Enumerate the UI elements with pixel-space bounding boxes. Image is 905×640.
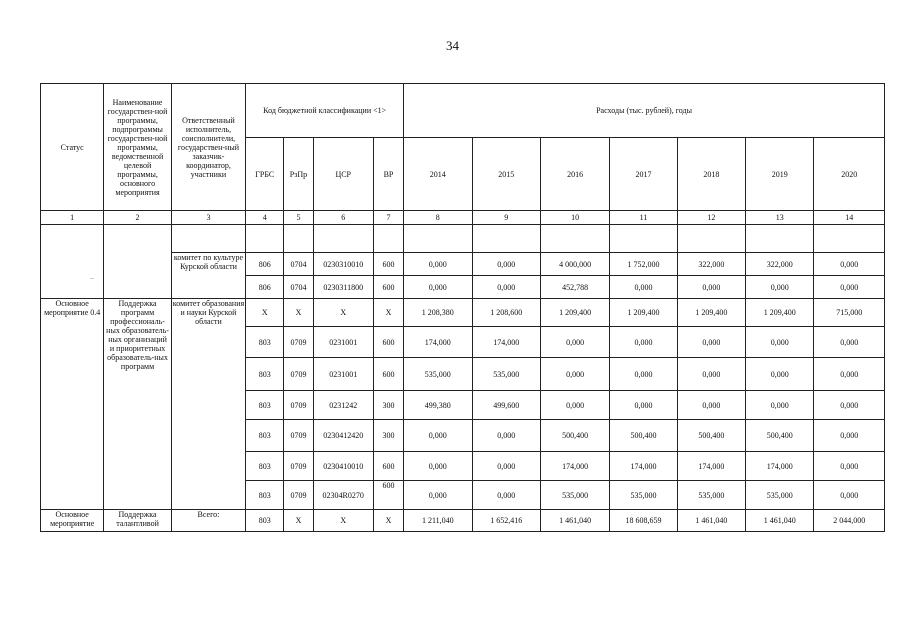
value-cell: 1 211,040 (404, 510, 472, 532)
header-expenses: Расходы (тыс. рублей), годы (404, 84, 885, 138)
value-cell: 452,788 (540, 276, 609, 299)
value-cell: 174,000 (472, 327, 540, 358)
value-cell: 0,000 (677, 358, 745, 391)
empty-cell (610, 225, 677, 253)
value-cell: 0,000 (404, 276, 472, 299)
rzpr-cell: 0709 (284, 358, 313, 391)
header-year: 2019 (746, 138, 814, 211)
column-number: 9 (472, 211, 540, 225)
value-cell: 535,000 (472, 358, 540, 391)
value-cell: 0,000 (404, 253, 472, 276)
csr-cell: 02304R0270 (313, 481, 373, 510)
value-cell: 174,000 (540, 452, 609, 481)
vr-cell: 300 (373, 420, 403, 452)
grbs-cell: 803 (246, 481, 284, 510)
value-cell: 1 209,400 (746, 299, 814, 327)
value-cell: 0,000 (746, 327, 814, 358)
value-cell: 0,000 (814, 253, 885, 276)
csr-cell: 0231001 (313, 327, 373, 358)
grbs-cell: 806 (246, 276, 284, 299)
value-cell: 1 209,400 (610, 299, 677, 327)
vr-cell: X (373, 510, 403, 532)
value-cell: 322,000 (746, 253, 814, 276)
grbs-cell: 803 (246, 420, 284, 452)
empty-cell (677, 225, 745, 253)
value-cell: 0,000 (814, 481, 885, 510)
value-cell: 499,600 (472, 391, 540, 420)
vr-cell: 600 (373, 327, 403, 358)
value-cell: 500,400 (677, 420, 745, 452)
value-cell: 0,000 (677, 327, 745, 358)
name-cell: Поддержка талантливой (104, 510, 171, 532)
executor-cell: комитет образования и науки Курской области (171, 299, 245, 510)
empty-cell (404, 225, 472, 253)
empty-cell (284, 225, 313, 253)
value-cell: 0,000 (746, 391, 814, 420)
grbs-cell: 806 (246, 253, 284, 276)
stray-mark: .. (90, 272, 94, 281)
value-cell: 0,000 (404, 452, 472, 481)
vr-cell: 600 (373, 481, 403, 510)
empty-cell (540, 225, 609, 253)
grbs-cell: 803 (246, 358, 284, 391)
vr-cell: 300 (373, 391, 403, 420)
csr-cell: 0230412420 (313, 420, 373, 452)
value-cell: 0,000 (677, 391, 745, 420)
value-cell: 2 044,000 (814, 510, 885, 532)
column-number: 13 (746, 211, 814, 225)
budget-table (40, 83, 885, 532)
header-vr: ВР (373, 138, 403, 211)
header-year: 2015 (472, 138, 540, 211)
empty-cell (746, 225, 814, 253)
value-cell: 0,000 (404, 481, 472, 510)
empty-cell (472, 225, 540, 253)
value-cell: 535,000 (610, 481, 677, 510)
continued-executor-cell (171, 225, 245, 253)
value-cell: 0,000 (814, 391, 885, 420)
value-cell: 0,000 (610, 327, 677, 358)
empty-cell (814, 225, 885, 253)
value-cell: 715,000 (814, 299, 885, 327)
value-cell: 174,000 (610, 452, 677, 481)
header-name: Наименование государствен-ной программы, подпрограммы государствен-ной программы, ведомственной целевой программы, основного мероприятия (104, 84, 171, 211)
value-cell: 0,000 (472, 420, 540, 452)
value-cell: 0,000 (472, 253, 540, 276)
value-cell: 0,000 (746, 358, 814, 391)
rzpr-cell: X (284, 510, 313, 532)
page-number: 34 (446, 38, 459, 53)
column-number: 5 (284, 211, 313, 225)
table-row (41, 225, 885, 253)
value-cell: 1 209,400 (677, 299, 745, 327)
value-cell: 174,000 (746, 452, 814, 481)
column-number: 1 (41, 211, 104, 225)
grbs-cell: 803 (246, 327, 284, 358)
name-cell: Поддержка программ профессиональ-ных образователь-ных организаций и приоритетных образователь-ных программ (104, 299, 171, 510)
header-status: Статус (41, 84, 104, 211)
column-number: 14 (814, 211, 885, 225)
csr-cell: 0230311800 (313, 276, 373, 299)
value-cell: 1 461,040 (540, 510, 609, 532)
value-cell: 0,000 (814, 452, 885, 481)
column-number: 4 (246, 211, 284, 225)
table-row (41, 510, 885, 532)
value-cell: 18 608,659 (610, 510, 677, 532)
value-cell: 0,000 (746, 276, 814, 299)
column-number: 2 (104, 211, 171, 225)
value-cell: 499,380 (404, 391, 472, 420)
table-row (41, 299, 885, 327)
executor-cell: Всего: (171, 510, 245, 532)
csr-cell: X (313, 510, 373, 532)
status-cell: Основное мероприятие 0.4 (41, 299, 104, 510)
rzpr-cell: 0709 (284, 481, 313, 510)
value-cell: 500,400 (610, 420, 677, 452)
csr-cell: 0231001 (313, 358, 373, 391)
vr-cell: 600 (373, 358, 403, 391)
value-cell: 535,000 (540, 481, 609, 510)
vr-cell: X (373, 299, 403, 327)
column-number: 10 (540, 211, 609, 225)
column-number: 7 (373, 211, 403, 225)
csr-cell: 0230410010 (313, 452, 373, 481)
column-number: 11 (610, 211, 677, 225)
value-cell: 1 209,400 (540, 299, 609, 327)
header-csr: ЦСР (313, 138, 373, 211)
value-cell: 0,000 (814, 327, 885, 358)
value-cell: 0,000 (610, 276, 677, 299)
value-cell: 500,400 (540, 420, 609, 452)
value-cell: 0,000 (404, 420, 472, 452)
rzpr-cell: 0709 (284, 391, 313, 420)
column-number: 8 (404, 211, 472, 225)
value-cell: 174,000 (404, 327, 472, 358)
value-cell: 1 652,416 (472, 510, 540, 532)
header-year: 2014 (404, 138, 472, 211)
value-cell: 0,000 (472, 452, 540, 481)
grbs-cell: 803 (246, 510, 284, 532)
value-cell: 0,000 (814, 420, 885, 452)
grbs-cell: 803 (246, 391, 284, 420)
header-rzpr: РзПр (284, 138, 313, 211)
value-cell: 535,000 (746, 481, 814, 510)
vr-cell: 600 (373, 452, 403, 481)
header-budget-code: Код бюджетной классификации <1> (246, 84, 404, 138)
value-cell: 4 000,000 (540, 253, 609, 276)
rzpr-cell: 0709 (284, 452, 313, 481)
grbs-cell: 803 (246, 452, 284, 481)
rzpr-cell: 0704 (284, 276, 313, 299)
value-cell: 1 208,600 (472, 299, 540, 327)
csr-cell: 0230310010 (313, 253, 373, 276)
value-cell: 1 461,040 (677, 510, 745, 532)
value-cell: 0,000 (814, 276, 885, 299)
header-executor: Ответственный исполнитель, соисполнители, государствен-ный заказчик-координатор, участники (171, 84, 245, 211)
executor-cell: комитет по культуре Курской области (171, 253, 245, 299)
value-cell: 535,000 (404, 358, 472, 391)
empty-cell (373, 225, 403, 253)
value-cell: 322,000 (677, 253, 745, 276)
rzpr-cell: 0709 (284, 420, 313, 452)
value-cell: 0,000 (540, 358, 609, 391)
value-cell: 0,000 (610, 358, 677, 391)
continued-status-cell (41, 225, 104, 299)
empty-cell (313, 225, 373, 253)
rzpr-cell: X (284, 299, 313, 327)
column-number: 12 (677, 211, 745, 225)
continued-name-cell (104, 225, 171, 299)
value-cell: 535,000 (677, 481, 745, 510)
value-cell: 0,000 (610, 391, 677, 420)
vr-cell: 600 (373, 276, 403, 299)
empty-cell (246, 225, 284, 253)
column-numbers-row (41, 211, 885, 225)
column-number: 6 (313, 211, 373, 225)
value-cell: 0,000 (472, 481, 540, 510)
header-year: 2020 (814, 138, 885, 211)
value-cell: 0,000 (814, 358, 885, 391)
value-cell: 1 461,040 (746, 510, 814, 532)
rzpr-cell: 0709 (284, 327, 313, 358)
header-year: 2018 (677, 138, 745, 211)
csr-cell: X (313, 299, 373, 327)
status-cell: Основное мероприятие (41, 510, 104, 532)
header-year: 2017 (610, 138, 677, 211)
value-cell: 0,000 (677, 276, 745, 299)
value-cell: 1 208,380 (404, 299, 472, 327)
value-cell: 0,000 (472, 276, 540, 299)
grbs-cell: X (246, 299, 284, 327)
header-grbs: ГРБС (246, 138, 284, 211)
value-cell: 0,000 (540, 391, 609, 420)
header-year: 2016 (540, 138, 609, 211)
value-cell: 0,000 (540, 327, 609, 358)
csr-cell: 0231242 (313, 391, 373, 420)
column-number: 3 (171, 211, 245, 225)
vr-cell: 600 (373, 253, 403, 276)
rzpr-cell: 0704 (284, 253, 313, 276)
value-cell: 1 752,000 (610, 253, 677, 276)
value-cell: 500,400 (746, 420, 814, 452)
value-cell: 174,000 (677, 452, 745, 481)
